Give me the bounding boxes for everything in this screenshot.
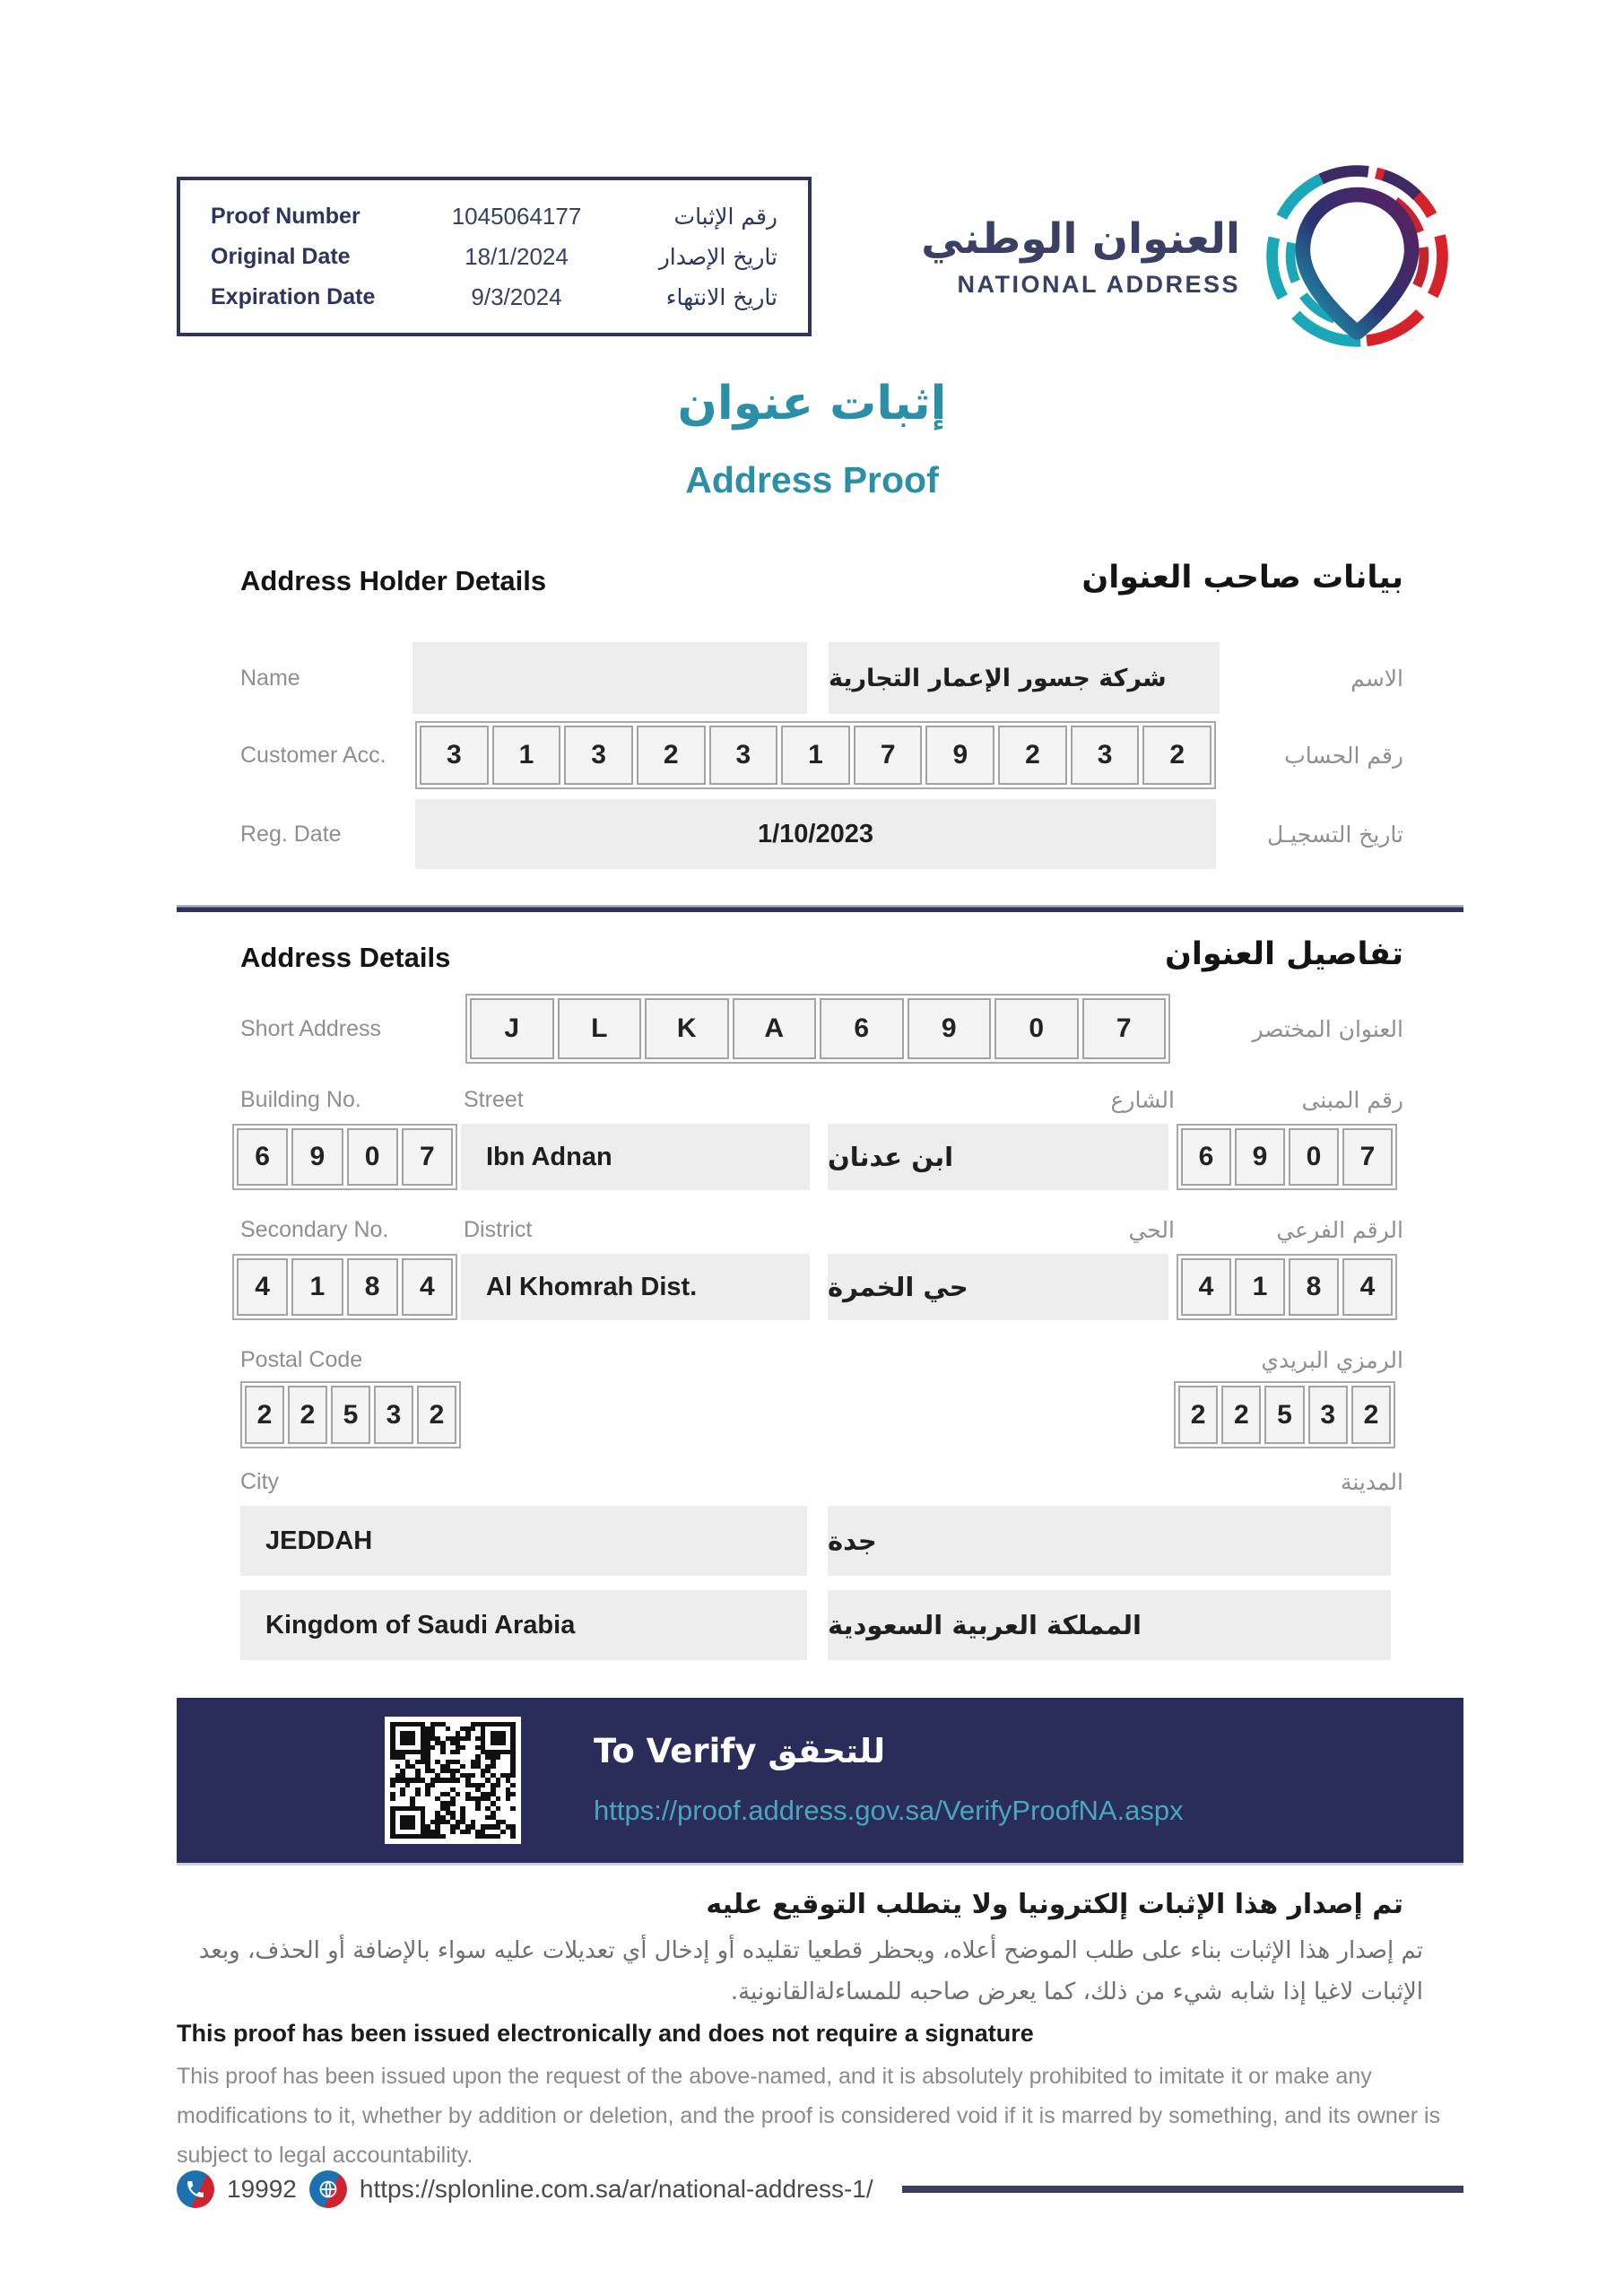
char-cell: 3 xyxy=(374,1386,413,1444)
short-address-label-ar: العنوان المختصر xyxy=(1252,1016,1403,1042)
verify-url-link[interactable]: https://proof.address.gov.sa/VerifyProofNA.aspx xyxy=(594,1795,1184,1826)
char-cell: 1 xyxy=(1235,1258,1285,1316)
city-label-en: City xyxy=(240,1469,280,1494)
secondary-no-label-ar: الرقم الفرعي xyxy=(1276,1217,1403,1243)
original-date-label-en: Original Date xyxy=(211,243,351,269)
address-section-title-ar: تفاصيل العنوان xyxy=(1164,936,1403,972)
postal-code-label-en: Postal Code xyxy=(240,1347,363,1372)
char-cell: 9 xyxy=(291,1128,343,1186)
customer-account-label-en: Customer Acc. xyxy=(240,743,386,768)
char-cell: 3 xyxy=(709,726,778,785)
document-title-arabic: إثبات عنوان xyxy=(677,377,947,430)
char-cell: 0 xyxy=(994,998,1079,1059)
holder-section-title-en: Address Holder Details xyxy=(240,565,547,596)
char-cell: 5 xyxy=(331,1386,370,1444)
qr-code-grid xyxy=(390,1722,516,1839)
street-value-ar-box: ابن عدنان xyxy=(828,1124,1168,1190)
building-no-digits-ar-side xyxy=(1177,1124,1397,1190)
name-value-ar-box: شركة جسور الإعمار التجارية xyxy=(829,642,1220,714)
secondary-no-label-en: Secondary No. xyxy=(240,1217,389,1242)
customer-account-label-ar: رقم الحساب xyxy=(1284,743,1403,769)
disclaimer-heading-en: This proof has been issued electronically and does not require a signature xyxy=(177,2020,1034,2047)
expiration-date-label-en: Expiration Date xyxy=(211,283,376,309)
street-value-en-box: Ibn Adnan xyxy=(461,1124,810,1190)
char-cell: 4 xyxy=(237,1258,288,1316)
postal-code-digits-en-side xyxy=(240,1381,461,1448)
reg-date-label-ar: تاريخ التسجيـل xyxy=(1266,822,1403,848)
char-cell: 2 xyxy=(1351,1386,1391,1444)
country-value-en-box: Kingdom of Saudi Arabia xyxy=(240,1590,807,1660)
reg-date-label-en: Reg. Date xyxy=(240,822,342,847)
section-divider xyxy=(177,905,1463,912)
char-cell: 0 xyxy=(347,1128,398,1186)
city-value-en-box: JEDDAH xyxy=(240,1506,807,1576)
district-label-en: District xyxy=(464,1217,533,1242)
short-address-chars xyxy=(465,994,1170,1064)
country-value-ar-box: المملكة العربية السعودية xyxy=(828,1590,1391,1660)
street-label-ar: الشارع xyxy=(1110,1087,1175,1113)
char-cell: 8 xyxy=(347,1258,398,1316)
char-cell: 3 xyxy=(420,726,489,785)
char-cell: 0 xyxy=(1289,1128,1339,1186)
building-no-label-ar: رقم المبنى xyxy=(1301,1087,1403,1113)
expiration-date-value: 9/3/2024 xyxy=(471,283,562,310)
char-cell: 2 xyxy=(288,1386,327,1444)
district-value-en-box: Al Khomrah Dist. xyxy=(461,1254,810,1320)
secondary-no-digits-ar-side xyxy=(1177,1254,1397,1320)
address-section-title-en: Address Details xyxy=(240,942,451,973)
expiration-date-label-ar: تاريخ الانتهاء xyxy=(665,283,777,310)
char-cell: 2 xyxy=(637,726,706,785)
char-cell: 9 xyxy=(908,998,992,1059)
char-cell: 2 xyxy=(1142,726,1211,785)
district-label-ar: الحي xyxy=(1128,1217,1175,1243)
disclaimer-body-ar: تم إصدار هذا الإثبات بناء على طلب الموضح أعلاه، ويحظر قطعيا تقليده أو إدخال أي تعديلات عليه سواء بالإضافة أو الحذف، وبعد الإثبات لاغيا إذا شابه شيء من ذلك، كما يعرض صاحبه للمساءلةالقانونية. xyxy=(198,1937,1423,2005)
char-cell: J xyxy=(470,998,554,1059)
char-cell: 1 xyxy=(492,726,561,785)
logo-title-english: NATIONAL ADDRESS xyxy=(957,270,1240,298)
secondary-no-digits-en-side xyxy=(232,1254,457,1320)
street-label-en: Street xyxy=(464,1087,524,1112)
name-value-en-box xyxy=(413,642,807,714)
char-cell: 9 xyxy=(925,726,994,785)
qr-code xyxy=(385,1717,521,1844)
holder-section-title-ar: بيانات صاحب العنوان xyxy=(1081,560,1403,596)
char-cell: 1 xyxy=(291,1258,343,1316)
short-address-label-en: Short Address xyxy=(240,1016,382,1041)
char-cell: 2 xyxy=(417,1386,456,1444)
document-title-english: Address Proof xyxy=(685,459,939,500)
proof-number-label-ar: رقم الإثبات xyxy=(673,203,777,230)
building-no-digits-en-side xyxy=(232,1124,457,1190)
name-label-ar: الاسم xyxy=(1350,665,1403,691)
name-label-en: Name xyxy=(240,665,300,691)
char-cell: 3 xyxy=(1071,726,1140,785)
char-cell: 2 xyxy=(998,726,1067,785)
verify-title: To Verify للتحقق xyxy=(594,1732,886,1770)
customer-account-digits xyxy=(415,721,1216,789)
char-cell: 7 xyxy=(1082,998,1167,1059)
char-cell: 3 xyxy=(564,726,633,785)
char-cell: 7 xyxy=(402,1128,453,1186)
postal-code-digits-ar-side xyxy=(1174,1381,1395,1448)
logo-title-arabic: العنوان الوطني xyxy=(921,213,1240,264)
disclaimer-body-en: This proof has been issued upon the request of the above-named, and it is absolutely prohibited to imitate it or make any modifications to it, whether by addition or deletion, and the proof is considered void if it is marred by something, and its owner is subject to legal accountability. xyxy=(177,2064,1441,2168)
char-cell: 2 xyxy=(1221,1386,1261,1444)
char-cell: 9 xyxy=(1235,1128,1285,1186)
char-cell: 2 xyxy=(1178,1386,1218,1444)
verify-banner xyxy=(177,1698,1463,1866)
reg-date-value-box: 1/10/2023 xyxy=(415,799,1216,869)
proof-number-value: 1045064177 xyxy=(451,202,582,230)
building-no-label-en: Building No. xyxy=(240,1087,361,1112)
footer-url-link[interactable]: https://splonline.com.sa/ar/national-address-1/ xyxy=(359,2175,873,2203)
char-cell: 6 xyxy=(1181,1128,1231,1186)
support-phone-number: 19992 xyxy=(227,2175,297,2203)
char-cell: 6 xyxy=(820,998,904,1059)
char-cell: 7 xyxy=(854,726,923,785)
char-cell: K xyxy=(645,998,729,1059)
char-cell: 6 xyxy=(237,1128,288,1186)
original-date-label-ar: تاريخ الإصدار xyxy=(658,243,777,270)
char-cell: 1 xyxy=(781,726,850,785)
char-cell: A xyxy=(733,998,817,1059)
char-cell: 7 xyxy=(1342,1128,1393,1186)
char-cell: 2 xyxy=(245,1386,284,1444)
website-icon xyxy=(309,2170,347,2208)
char-cell: L xyxy=(558,998,642,1059)
disclaimer-heading-ar: تم إصدار هذا الإثبات إلكترونيا ولا يتطلب التوقيع عليه xyxy=(706,1889,1403,1920)
char-cell: 3 xyxy=(1308,1386,1348,1444)
footer-rule xyxy=(902,2186,1463,2193)
phone-icon xyxy=(177,2170,214,2208)
document-body xyxy=(177,0,1463,2296)
char-cell: 4 xyxy=(1342,1258,1393,1316)
char-cell: 4 xyxy=(1181,1258,1231,1316)
footer xyxy=(177,2170,1463,2208)
proof-number-label-en: Proof Number xyxy=(211,203,360,229)
char-cell: 4 xyxy=(402,1258,453,1316)
postal-code-label-ar: الرمزي البريدي xyxy=(1261,1347,1403,1373)
city-label-ar: المدينة xyxy=(1340,1469,1403,1495)
char-cell: 8 xyxy=(1289,1258,1339,1316)
district-value-ar-box: حي الخمرة xyxy=(828,1254,1168,1320)
original-date-value: 18/1/2024 xyxy=(465,242,569,270)
city-value-ar-box: جدة xyxy=(828,1506,1391,1576)
char-cell: 5 xyxy=(1264,1386,1304,1444)
